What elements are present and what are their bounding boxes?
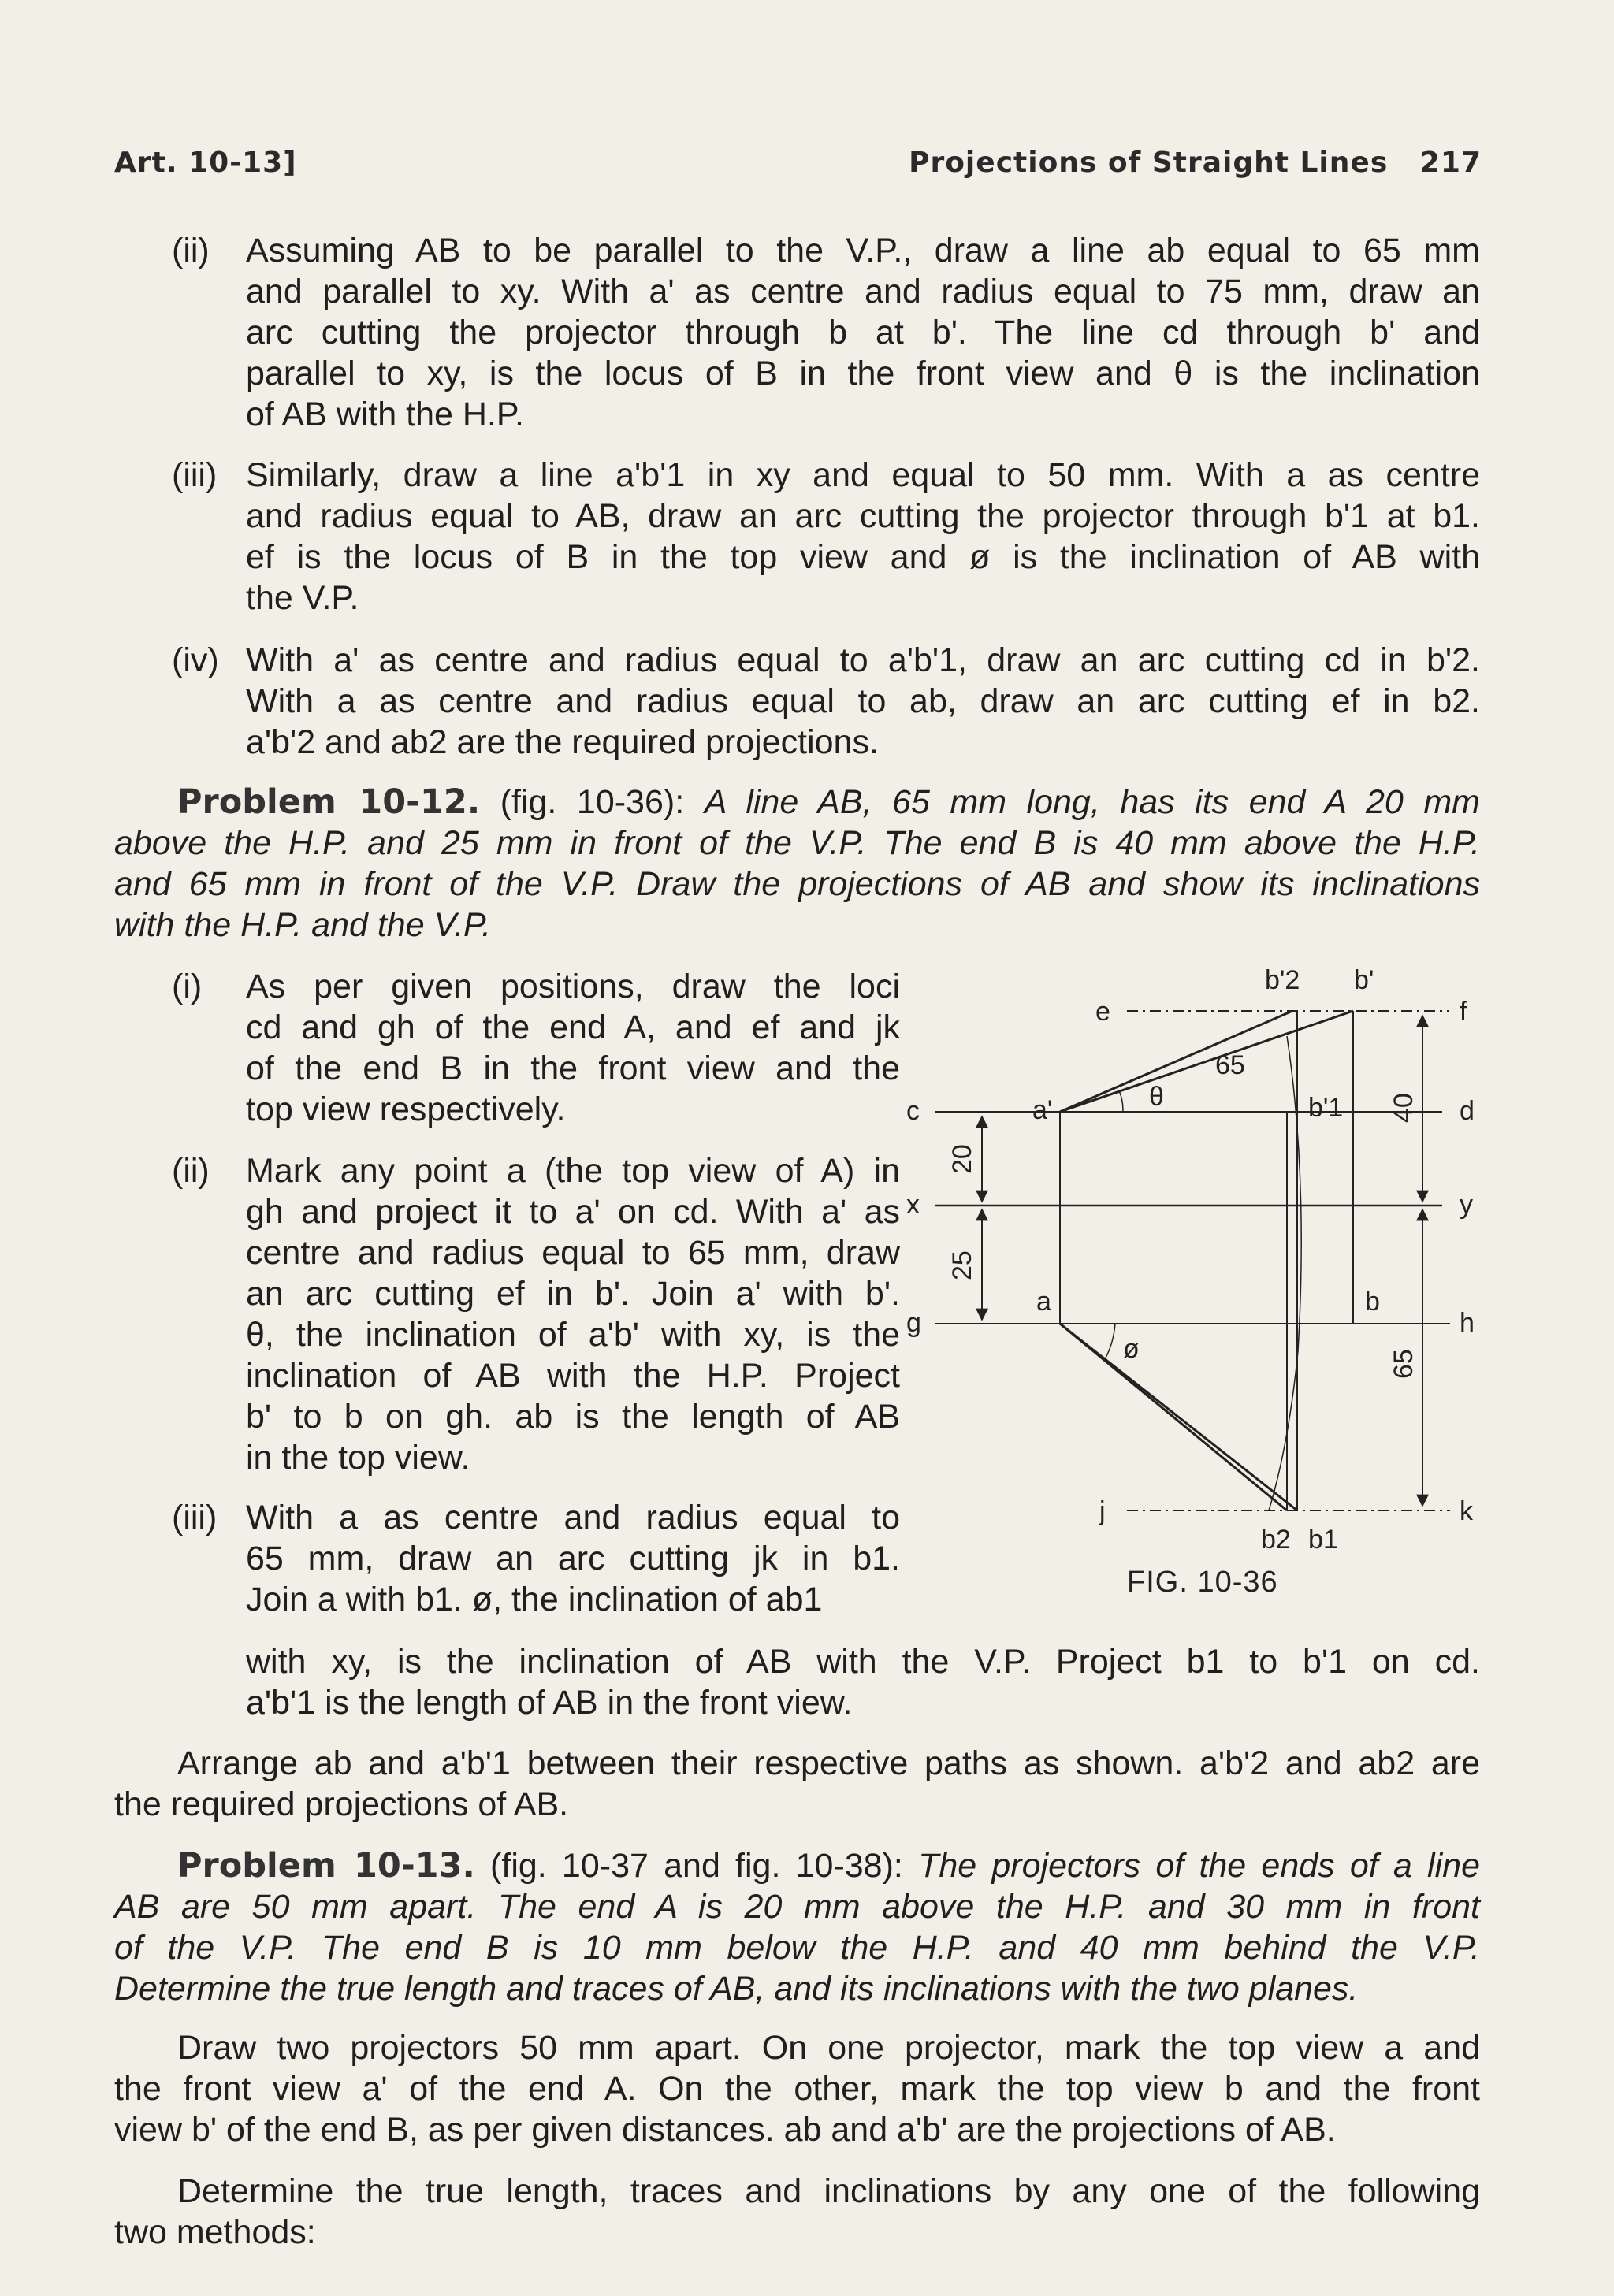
step-iv-text [246,640,1480,763]
arc-phi [1105,1324,1115,1359]
text-line: with xy, is the inclination of AB with the V.P. Project b1 to b'1 on cd. [246,1643,1480,1681]
text-line: of AB with the H.P. [246,396,524,433]
problem-text: A line AB, 65 mm long, has its end A 20 mm [704,783,1480,821]
label-y: y [1460,1190,1473,1220]
text-line: top view respectively. [246,1090,566,1128]
step-number: (ii) [172,232,210,269]
text-line: view b' of the end B, as per given distances. ab and a'b' are the projections of AB. [114,2111,1336,2149]
arc-theta [1119,1091,1123,1112]
step-number: (ii) [172,1152,210,1190]
dim-40-label: 40 [1389,1093,1419,1123]
label-b: b [1365,1287,1380,1317]
label-theta: θ [1149,1082,1164,1112]
text-line: With a as centre and radius equal to [246,1499,900,1536]
label-a-prime: a' [1032,1095,1053,1125]
text-line: centre and radius equal to 65 mm, draw [246,1234,900,1272]
text-line: arc cutting the projector through b at b'. The line cd through b' and [246,314,1480,351]
text-line: Mark any point a (the top view of A) in [246,1152,900,1190]
label-b1: b1 [1308,1525,1338,1555]
dim-20-label: 20 [947,1144,977,1174]
label-phi: ø [1123,1334,1140,1364]
text-line [114,1845,1480,1886]
text-line: two methods: [114,2213,316,2251]
text-line: of the V.P. The end B is 10 mm below the H.P. and 40 mm behind the V.P. [114,1929,1480,1967]
figure-caption: FIG. 10-36 [1127,1566,1278,1599]
figure-ref: (fig. 10-36): [500,783,685,821]
text-line: and 65 mm in front of the V.P. Draw the projections of AB and show its inclinations [114,865,1480,903]
step-number: (iii) [172,1499,218,1536]
step-12-ii-text [246,1150,900,1478]
label-e: e [1095,997,1110,1027]
text-line: gh and project it to a' on cd. With a' as [246,1193,900,1231]
text-line: a'b'1 is the length of AB in the front view. [246,1684,853,1722]
label-b1-prime: b'1 [1308,1093,1344,1123]
step-iii-text [246,455,1480,619]
step-ii-text [246,230,1480,435]
text-line: b' to b on gh. ab is the length of AB [246,1398,900,1436]
step-12-iii-continued [246,1641,1480,1723]
text-line: and parallel to xy. With a' as centre and radius equal to 75 mm, draw an [246,273,1480,310]
label-g: g [906,1308,921,1338]
text-line: With a as centre and radius equal to ab, draw an arc cutting ef in b2. [246,682,1480,720]
label-b2-prime: b'2 [1265,965,1300,995]
label-x: x [906,1190,920,1220]
step-number: (iii) [172,456,218,494]
text-line: With a' as centre and radius equal to a'b'1, draw an arc cutting cd in b'2. [246,641,1480,679]
text-line: the V.P. [246,579,359,617]
label-j: j [1099,1496,1106,1526]
figure-10-36 [898,942,1513,1619]
text-line: a'b'2 and ab2 are the required projections. [246,723,879,761]
chapter-title-page-number: Projections of Straight Lines 217 [909,147,1482,179]
dim-65-label: 65 [1389,1349,1419,1379]
text-line: Assuming AB to be parallel to the V.P., draw a line ab equal to 65 mm [246,232,1480,269]
label-d: d [1460,1096,1475,1126]
arrange-paragraph [114,1743,1480,1825]
problem-10-12-statement [114,782,1480,946]
problem-10-13-statement [114,1845,1480,2009]
figure-ref: (fig. 10-37 and fig. 10-38): [490,1847,903,1885]
text-line: Join a with b1. ø, the inclination of ab1 [246,1581,823,1618]
text-line: the required projections of AB. [114,1785,569,1823]
line-a-b2 [1060,1324,1287,1510]
problem-text: The projectors of the ends of a line [918,1847,1480,1885]
text-line: As per given positions, draw the loci [246,968,900,1005]
step-12-i-text [246,966,900,1130]
problem-label: Problem 10-12. [177,782,481,822]
text-line: θ, the inclination of a'b' with xy, is the [246,1316,900,1354]
text-line: with the H.P. and the V.P. [114,906,492,944]
running-head [114,147,1482,179]
text-line: ef is the locus of B in the top view and ø is the inclination of AB with [246,538,1480,576]
text-line: cd and gh of the end A, and ef and jk [246,1009,900,1046]
label-c: c [906,1096,920,1126]
text-line: Arrange ab and a'b'1 between their respective paths as shown. a'b'2 and ab2 are [177,1744,1480,1782]
text-line: parallel to xy, is the locus of B in the front view and θ is the inclination [246,355,1480,392]
problem-label: Problem 10-13. [177,1846,475,1885]
text-line: Draw two projectors 50 mm apart. On one projector, mark the top view a and [177,2029,1480,2067]
label-b2: b2 [1261,1525,1291,1555]
text-line: Determine the true length and traces of AB, and its inclinations with the two planes. [114,1970,1359,2008]
text-line: in the top view. [246,1439,470,1477]
label-f: f [1460,997,1467,1027]
step-number: (iv) [172,641,219,679]
label-h: h [1460,1308,1475,1338]
text-line: the front view a' of the end A. On the other, mark the top view b and the front [114,2070,1480,2108]
label-a: a [1036,1287,1051,1317]
article-ref: Art. 10-13] [114,147,297,179]
text-line: above the H.P. and 25 mm in front of the V.P. The end B is 40 mm above the H.P. [114,824,1480,862]
dim-25-label: 25 [947,1250,977,1280]
text-line: inclination of AB with the H.P. Project [246,1357,900,1395]
text-line: Similarly, draw a line a'b'1 in xy and equal to 50 mm. With a as centre [246,456,1480,494]
dim-65-arc-label: 65 [1215,1050,1245,1080]
label-b-prime: b' [1354,965,1374,995]
text-line: AB are 50 mm apart. The end A is 20 mm above the H.P. and 30 mm in front [114,1888,1480,1926]
text-line: an arc cutting ef in b'. Join a' with b'. [246,1275,900,1313]
text-line: Determine the true length, traces and inclinations by any one of the following [177,2172,1480,2210]
text-line: 65 mm, draw an arc cutting jk in b1. [246,1540,900,1577]
step-12-iii-text [246,1497,900,1620]
text-line [114,782,1480,823]
step-number: (i) [172,968,203,1005]
label-k: k [1460,1496,1473,1526]
text-line: of the end B in the front view and the [246,1050,900,1087]
determine-paragraph [114,2171,1480,2253]
text-line: and radius equal to AB, draw an arc cutting the projector through b'1 at b1. [246,497,1480,535]
projectors-paragraph [114,2027,1480,2150]
